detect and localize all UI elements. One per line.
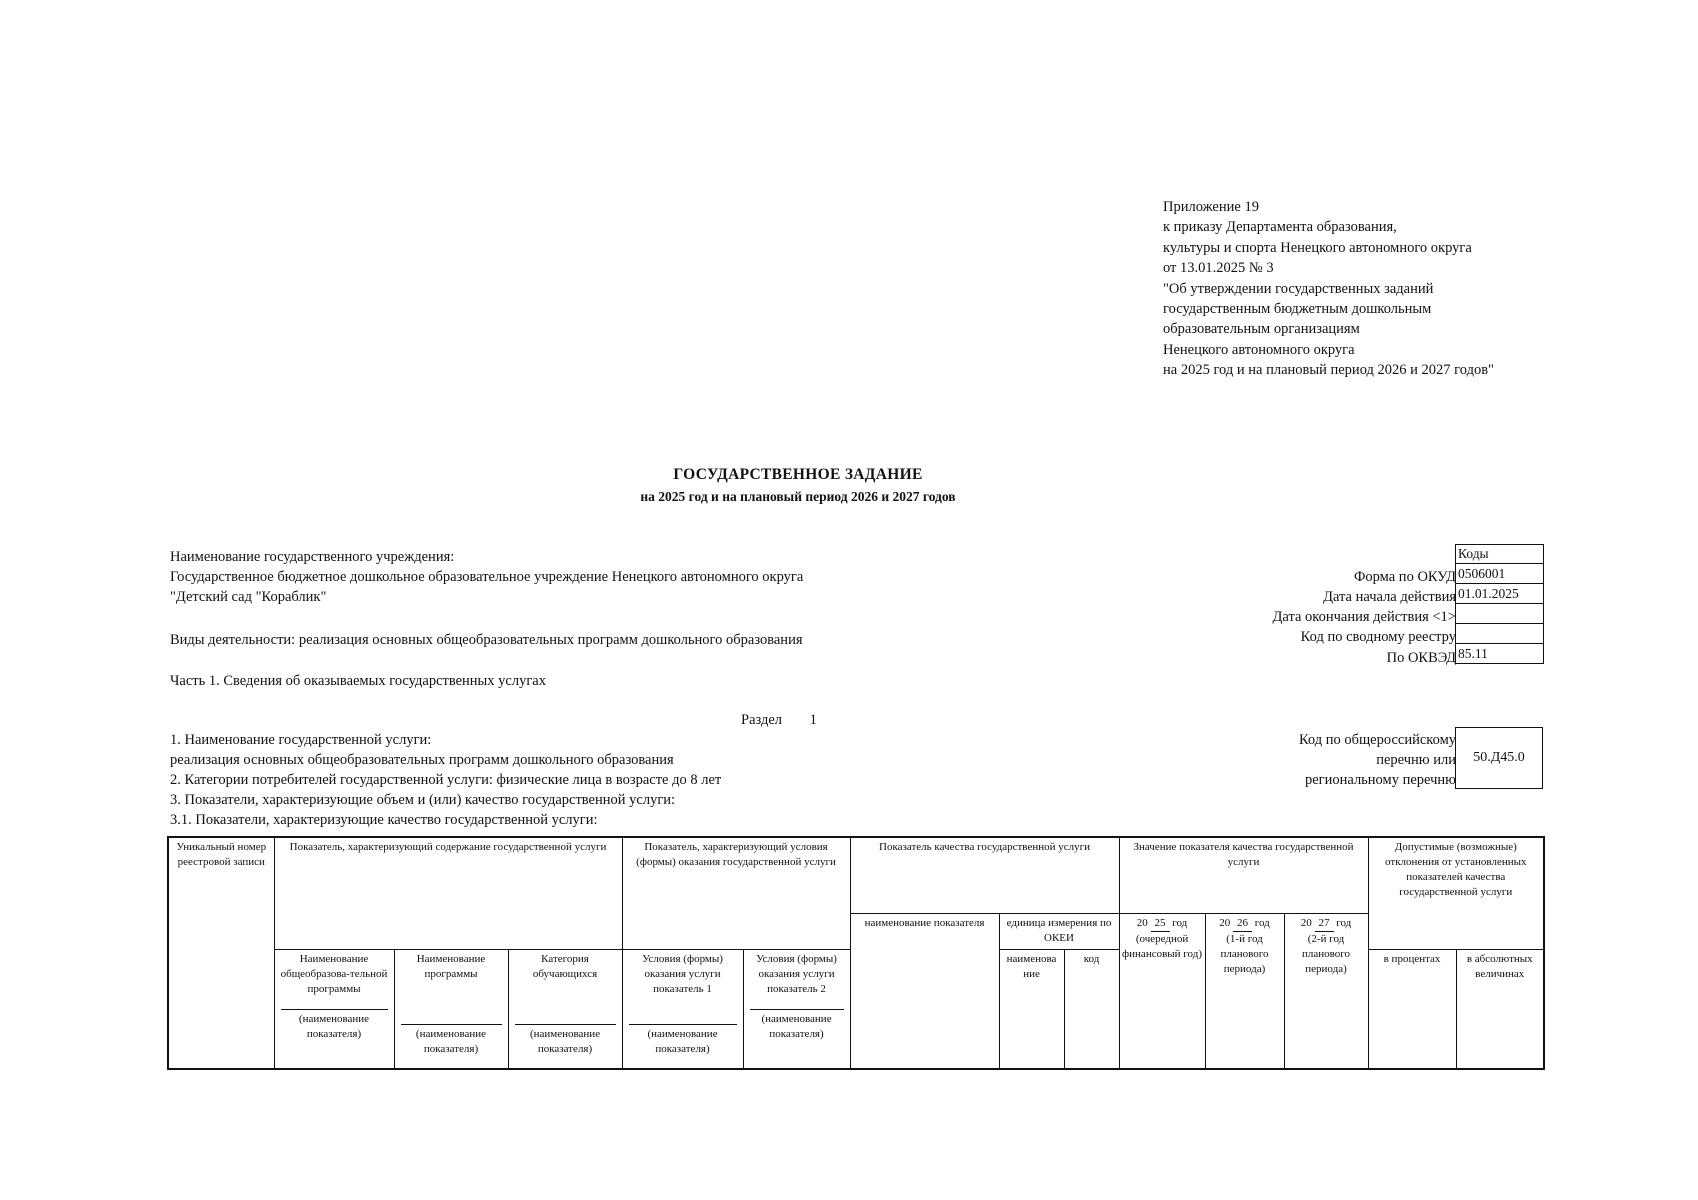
- appendix-line: государственным бюджетным дошкольным: [1163, 301, 1432, 318]
- appendix-line: образовательным организациям: [1163, 321, 1360, 338]
- subheader-label: Категория обучающихся: [532, 952, 598, 980]
- quality-indicators-table: [167, 836, 1545, 1070]
- subheader-note: (наименование показателя): [515, 1024, 616, 1057]
- appendix-line: Приложение 19: [1163, 199, 1259, 215]
- code-label-registry: Код по сводному реестру: [1300, 629, 1456, 645]
- code-value-start-date: 01.01.2025: [1456, 584, 1544, 604]
- subheader-condition-2: [743, 949, 850, 1069]
- registry-label-3: региональному перечню: [1304, 772, 1456, 788]
- header-content-indicator: Показатель, характеризующий содержание государственной услуги: [274, 837, 622, 949]
- institution-name-line2: "Детский сад "Кораблик": [170, 589, 327, 605]
- year-prefix: 20: [1219, 916, 1231, 929]
- subheader-label: Условия (формы) оказания услуги показатель 1: [642, 952, 723, 995]
- section-label: Раздел: [741, 712, 783, 728]
- institution-name-line1: Государственное бюджетное дошкольное образовательное учреждение Ненецкого автономного округа: [170, 569, 804, 585]
- header-year-3: [1284, 913, 1368, 1069]
- subheader-label: Условия (формы) оказания услуги показатель 2: [756, 952, 837, 995]
- registry-code-box: 50.Д45.0: [1455, 727, 1543, 789]
- header-indicator-value: Значение показателя качества государственной услуги: [1119, 837, 1368, 913]
- appendix-line: на 2025 год и на плановый период 2026 и 2027 годов": [1163, 362, 1494, 379]
- code-value-end-date: [1456, 604, 1544, 624]
- document-title: [0, 466, 1596, 505]
- year-note: (очередной финансовый год): [1122, 932, 1202, 960]
- code-label-okved: По ОКВЭД: [1386, 650, 1456, 666]
- subheader-label: Наименование общеобразова-тельной программы: [280, 952, 388, 995]
- year-value: 27: [1315, 916, 1334, 932]
- year-prefix: 20: [1136, 916, 1148, 929]
- appendix-line: культуры и спорта Ненецкого автономного округа: [1163, 239, 1472, 256]
- service-name-value: реализация основных общеобразовательных программ дошкольного образования: [170, 752, 674, 768]
- consumer-category: 2. Категории потребителей государственной услуги: физические лица в возрасте до 8 лет: [170, 772, 722, 788]
- service-name-label: 1. Наименование государственной услуги:: [170, 732, 432, 748]
- subheader-condition-1: [622, 949, 743, 1069]
- subheader-program-type: [274, 949, 394, 1069]
- institution-label: Наименование государственного учреждения:: [170, 549, 455, 565]
- subheader-note: (наименование показателя): [401, 1024, 502, 1057]
- year-prefix: 20: [1300, 916, 1312, 929]
- subheader-note: (наименование показателя): [750, 1009, 844, 1042]
- title-main: ГОСУДАРСТВЕННОЕ ЗАДАНИЕ: [673, 466, 923, 483]
- subheader-note: (наименование показателя): [281, 1009, 388, 1042]
- appendix-line: к приказу Департамента образования,: [1163, 219, 1397, 236]
- header-deviation-absolute: в абсолютных величинах: [1456, 949, 1544, 1069]
- year-suffix: год: [1172, 916, 1188, 929]
- year-suffix: год: [1254, 916, 1270, 929]
- subheader-note: (наименование показателя): [629, 1024, 737, 1057]
- subheader-student-category: [508, 949, 622, 1069]
- header-quality-indicator: Показатель качества государственной услуги: [850, 837, 1119, 913]
- appendix-line: Ненецкого автономного округа: [1163, 341, 1355, 358]
- year-value: 26: [1233, 916, 1252, 932]
- registry-label-1: Код по общероссийскому: [1298, 732, 1456, 748]
- header-unique-number: Уникальный номер реестровой записи: [168, 837, 274, 1069]
- header-year-1: [1119, 913, 1205, 1069]
- appendix-block: [1163, 197, 1494, 381]
- header-allowed-deviation: Допустимые (возможные) отклонения от установленных показателей качества государственной услуги: [1368, 837, 1544, 949]
- year-note: (1-й год планового периода): [1220, 932, 1269, 975]
- year-value: 25: [1151, 916, 1170, 932]
- header-deviation-percent: в процентах: [1368, 949, 1456, 1069]
- header-unit-okei: единица измерения по ОКЕИ: [999, 913, 1119, 949]
- header-indicator-name: наименование показателя: [850, 913, 999, 1069]
- code-value-okud: 0506001: [1456, 564, 1544, 584]
- code-label-okud: Форма по ОКУД: [1353, 569, 1456, 585]
- quality-indicators-heading: 3.1. Показатели, характеризующие качество государственной услуги:: [170, 812, 598, 828]
- header-unit-name: наименова ние: [999, 949, 1064, 1069]
- header-year-2: [1205, 913, 1284, 1069]
- registry-label-2: перечню или: [1376, 752, 1456, 768]
- title-sub: на 2025 год и на плановый период 2026 и 2027 годов: [640, 489, 956, 504]
- year-suffix: год: [1336, 916, 1352, 929]
- section-heading: [741, 712, 817, 729]
- codes-table: [1455, 544, 1544, 664]
- year-note: (2-й год планового периода): [1302, 932, 1351, 975]
- indicators-heading: 3. Показатели, характеризующие объем и (или) качество государственной услуги:: [170, 792, 676, 808]
- code-value-okved: 85.11: [1456, 644, 1544, 664]
- section-number: 1: [809, 712, 817, 728]
- appendix-line: "Об утверждении государственных заданий: [1163, 280, 1434, 297]
- header-conditions-indicator: Показатель, характеризующий условия (формы) оказания государственной услуги: [622, 837, 850, 949]
- codes-header: Коды: [1456, 545, 1544, 564]
- subheader-label: Наименование программы: [416, 952, 486, 980]
- subheader-program-name: [394, 949, 508, 1069]
- activity-type: Виды деятельности: реализация основных общеобразовательных программ дошкольного образования: [170, 632, 803, 648]
- code-label-start-date: Дата начала действия: [1323, 589, 1456, 605]
- code-label-end-date: Дата окончания действия <1>: [1272, 609, 1456, 625]
- code-value-registry: [1456, 624, 1544, 644]
- appendix-line: от 13.01.2025 № 3: [1163, 260, 1274, 277]
- header-unit-code: код: [1064, 949, 1119, 1069]
- part-title: Часть 1. Сведения об оказываемых государственных услугах: [170, 673, 546, 689]
